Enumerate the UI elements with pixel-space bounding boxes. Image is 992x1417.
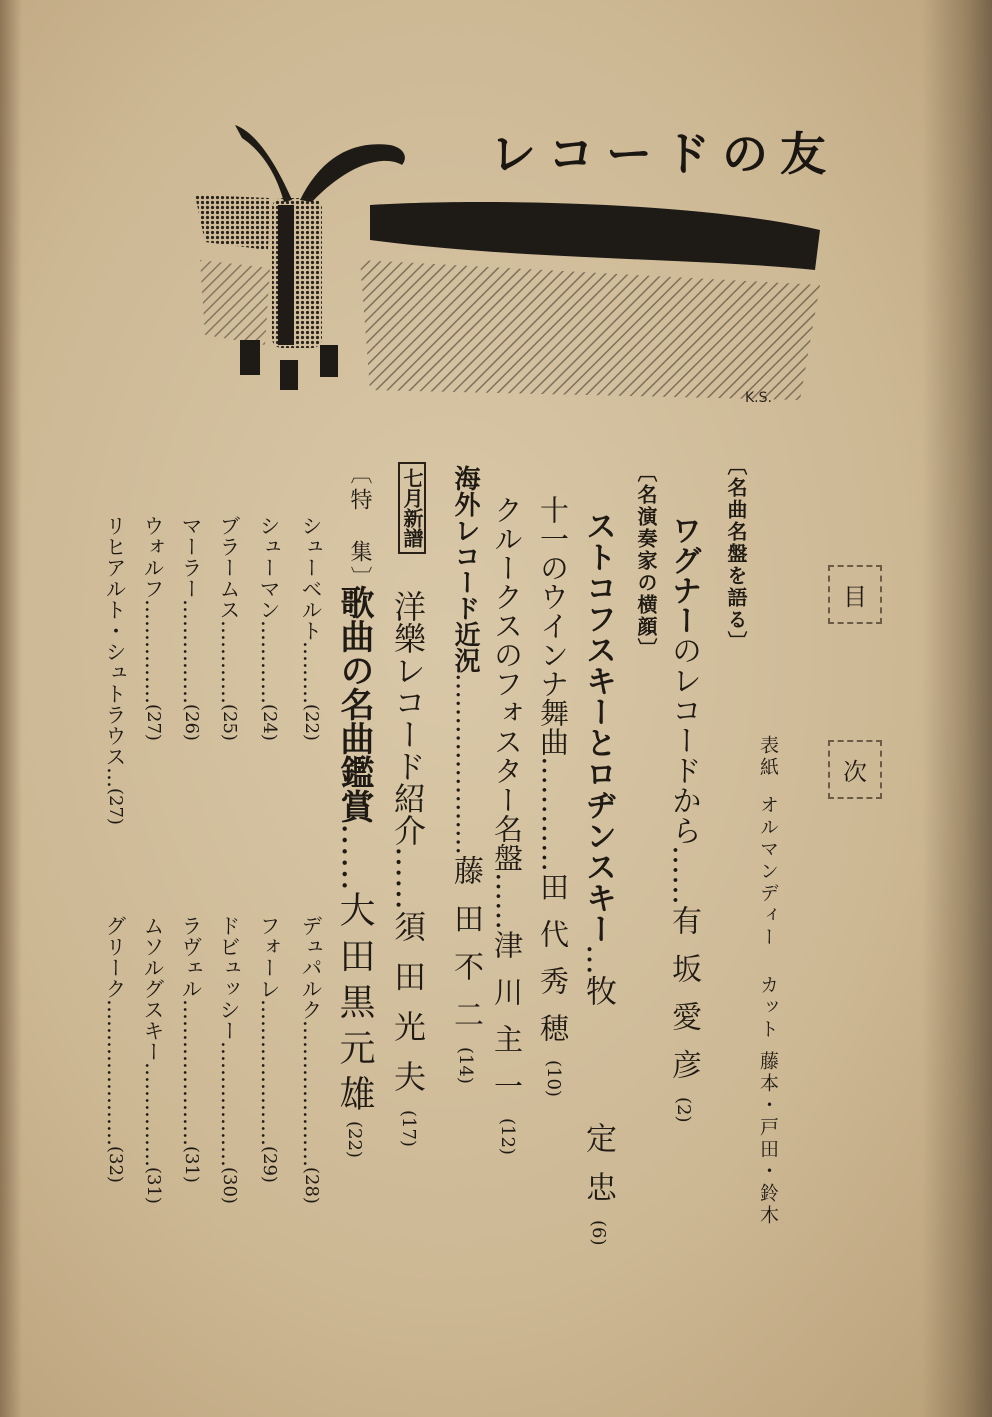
page-edge bbox=[0, 0, 22, 1417]
illustration-signature: K.S. bbox=[745, 390, 772, 406]
section-label-meikyoku: 〔名曲名盤を語る〕 bbox=[724, 455, 748, 653]
composer-item: グリーク…………………(32) bbox=[103, 915, 127, 1183]
toc-entry-kakyoku bbox=[334, 585, 375, 1158]
entry-page: (2) bbox=[673, 1097, 694, 1123]
composer-item: ウォルフ……………(27) bbox=[141, 515, 165, 741]
entry-title: ワグナー bbox=[666, 515, 701, 635]
composer-item: デュパルク…………………(28) bbox=[299, 915, 323, 1204]
toc-entry-wagner bbox=[666, 515, 701, 1123]
entry-title: 十一のウインナ舞曲 bbox=[536, 495, 570, 756]
composer-item: リヒアルト・シュトラウス…(27) bbox=[103, 515, 127, 825]
magazine-title: レコードの友 bbox=[490, 127, 838, 181]
entry-author: 有坂愛彦 bbox=[666, 905, 701, 1097]
contents-heading-mokuji-1 bbox=[828, 565, 882, 624]
dot-leader: …… bbox=[334, 823, 374, 891]
entry-title: 近況 bbox=[450, 621, 480, 673]
entry-title: クルークスのフォスター名盤 bbox=[490, 495, 524, 872]
entry-title: 洋樂レコード紹介 bbox=[389, 590, 427, 846]
masthead-illustration bbox=[180, 110, 840, 420]
toc-entry-yogaku bbox=[389, 590, 427, 1147]
composer-item: シューマン…………(24) bbox=[257, 515, 281, 741]
section-label-tokushu: 〔特 集〕 bbox=[347, 462, 372, 592]
cover-name: オルマンディー bbox=[757, 795, 779, 949]
dot-leader: ………………… bbox=[450, 673, 480, 855]
dot-leader: ………… bbox=[536, 756, 570, 872]
dot-leader: … bbox=[580, 944, 616, 975]
entry-author: 津川主一 bbox=[490, 930, 524, 1118]
contents-heading-char1: 目 bbox=[843, 583, 867, 611]
entry-author: 牧 定忠 bbox=[580, 975, 616, 1220]
cut-label: カット bbox=[757, 975, 779, 1041]
contents-heading-mokuji-2 bbox=[828, 740, 882, 799]
book-spine-shadow bbox=[922, 0, 992, 1417]
dot-leader: …… bbox=[490, 872, 524, 930]
entry-author: 田代秀穂 bbox=[536, 872, 570, 1060]
composer-item: ブラームス…………(25) bbox=[217, 515, 241, 741]
entry-author: 藤田不二 bbox=[448, 855, 483, 1047]
dot-leader: …… bbox=[666, 845, 701, 905]
entry-page: (22) bbox=[344, 1121, 365, 1158]
section-label-shichigatsu: 七月新譜 bbox=[398, 462, 426, 554]
composer-item: フォーレ…………………(29) bbox=[257, 915, 281, 1183]
entry-page: (17) bbox=[398, 1110, 419, 1147]
entry-page: (6) bbox=[588, 1220, 609, 1246]
section-label-meiensou: 〔名演奏家の横顔〕 bbox=[634, 462, 658, 660]
cut-names: 藤本・戸田・鈴木 bbox=[757, 1051, 779, 1227]
entry-title: 海外レコード bbox=[450, 465, 480, 621]
composer-item: ムソルグスキー……………(31) bbox=[141, 915, 165, 1204]
toc-entry-vienna bbox=[536, 495, 570, 1097]
entry-title: ストコフスキーとロヂンスキー bbox=[580, 510, 616, 944]
composer-item: シューベルト………(22) bbox=[299, 515, 323, 741]
composer-item: ドビュッシー………………(30) bbox=[217, 915, 241, 1204]
credits-column bbox=[758, 735, 777, 1227]
entry-title: のレコードから bbox=[666, 635, 701, 845]
composer-item: ラヴェル…………………(31) bbox=[179, 915, 203, 1183]
dot-leader: …… bbox=[389, 846, 427, 910]
contents-heading-char2: 次 bbox=[843, 758, 867, 786]
entry-author: 須田光夫 bbox=[389, 910, 427, 1110]
toc-entry-kroox bbox=[490, 495, 524, 1155]
entry-title: 歌曲の名曲鑑賞 bbox=[334, 585, 374, 823]
entry-page: (12) bbox=[497, 1118, 518, 1155]
toc-entry-stokowski bbox=[580, 510, 616, 1246]
composer-item: マーラー……………(26) bbox=[179, 515, 203, 741]
entry-author: 大田黒元雄 bbox=[334, 891, 375, 1121]
entry-page: (14) bbox=[455, 1047, 476, 1084]
toc-entry-kaigai bbox=[448, 465, 483, 1084]
entry-page: (10) bbox=[543, 1060, 564, 1097]
cover-label: 表紙 bbox=[757, 735, 779, 779]
